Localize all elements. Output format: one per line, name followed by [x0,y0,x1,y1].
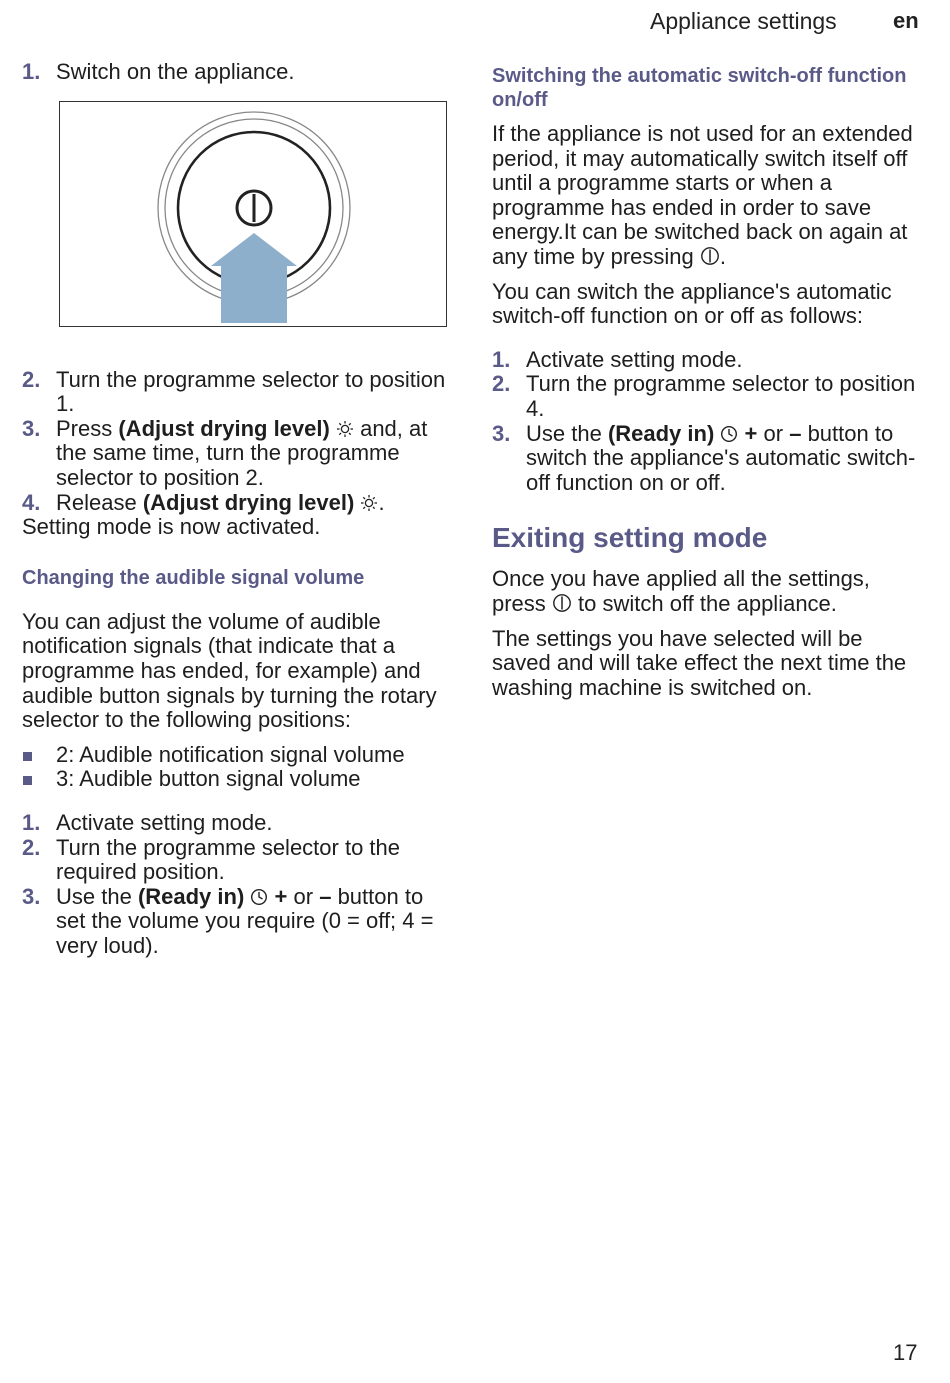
page-number: 17 [893,1340,918,1365]
step-number: 2. [22,366,41,392]
step-item [22,836,450,885]
step-number: 4. [22,489,41,515]
step-item [22,491,450,516]
drying-level-icon [336,420,354,438]
bullet-square-icon [23,776,32,785]
step-text: Turn the programme selector to position 1. [56,366,446,417]
list-item-text: 3: Audible button signal volume [56,766,361,792]
ready-in-clock-icon [250,888,268,906]
step-number: 3. [492,420,511,446]
step-text: or [757,420,790,446]
paragraph-text: . [719,243,727,269]
step-number: 1. [492,346,511,372]
step-text: Switch on the appliance. [56,59,295,84]
button-label: (Ready in) [607,420,715,446]
step-item [492,422,922,496]
plus-symbol: + [274,883,288,909]
button-label: (Adjust drying level) [118,415,330,441]
step-text: Turn the programme selector to position 4. [526,371,916,421]
step-text: Activate setting mode. [526,346,743,372]
power-icon [552,593,572,613]
page-header [0,8,950,36]
step-text-continued: and, at the same time, turn the programme selector to position 2. [56,415,428,490]
step-number: 1. [22,809,41,835]
audible-volume-steps [22,811,450,959]
bullet-square-icon [23,752,32,761]
step-text: Use the [56,883,138,909]
switch-on-steps [22,60,450,85]
power-icon [700,246,720,266]
minus-symbol: – [319,883,332,909]
drying-level-icon [360,494,378,512]
paragraph-text: If the appliance is not used for an extended period, it may automatically switch itself off until a programme starts or when a programme has ended in order to save energy.It can be switched back on again at any time by pressing [492,121,913,269]
step-text: Use the [526,420,608,446]
auto-off-heading: Switching the automatic switch-off function on/off [492,65,907,111]
step-text: Release [56,489,143,515]
ready-in-clock-icon [720,425,738,443]
right-column [492,60,922,700]
audible-signal-heading: Changing the audible signal volume [22,566,365,589]
setting-mode-note: Setting mode is now activated. [22,514,321,540]
step-text-continued: button to set the volume you require (0 = off; 4 = very loud). [56,883,434,958]
paragraph-text: to switch off the appliance. [571,590,837,616]
button-label: (Adjust drying level) [142,489,355,515]
step-item [22,60,450,85]
step-number: 2. [22,834,41,860]
power-icon [237,191,271,225]
step-text-continued: . [378,489,385,515]
paragraph-text: Once you have applied all the settings, press [492,566,870,616]
step-text: or [287,883,320,909]
step-text: Turn the programme selector to the required position. [56,834,401,885]
power-button-press-illustration [60,102,446,326]
audible-signal-intro: You can adjust the volume of audible notification signals (that indicate that a programme has ended, for example) and audible button signals by turning the rotary selector to the following positions: [22,608,437,733]
minus-symbol: – [789,420,802,446]
step-number: 1. [22,59,41,84]
section-title: Appliance settings [650,8,837,34]
exit-description [492,567,922,616]
left-column [22,60,450,958]
step-item [22,885,450,959]
step-text: Press [56,415,119,441]
step-text: Activate setting mode. [56,809,273,835]
step-item [492,372,922,421]
step-item [22,417,450,491]
list-item [22,767,450,792]
arrow-up-icon [211,233,297,323]
step-text-continued: button to switch the appliance's automatic switch-off function on or off. [526,420,916,495]
auto-off-intro: You can switch the appliance's automatic switch-off function on or off as follows: [492,278,892,329]
list-item [22,743,450,768]
step-item [492,348,922,373]
button-label: (Ready in) [137,883,245,909]
audible-positions-list [22,743,450,792]
power-button-figure [59,101,447,327]
step-number: 2. [492,371,511,397]
list-item-text: 2: Audible notification signal volume [56,741,405,767]
step-number: 3. [22,415,41,441]
setting-mode-steps [22,368,450,516]
plus-symbol: + [744,420,758,446]
step-item [22,811,450,836]
language-code: en [893,8,919,33]
auto-off-steps [492,348,922,496]
step-number: 3. [22,883,41,909]
step-item [22,368,450,417]
exit-settings-saved-note: The settings you have selected will be saved and will take effect the next time the washing machine is switched on. [492,625,907,700]
auto-off-description [492,122,922,270]
exit-setting-heading: Exiting setting mode [492,522,768,554]
